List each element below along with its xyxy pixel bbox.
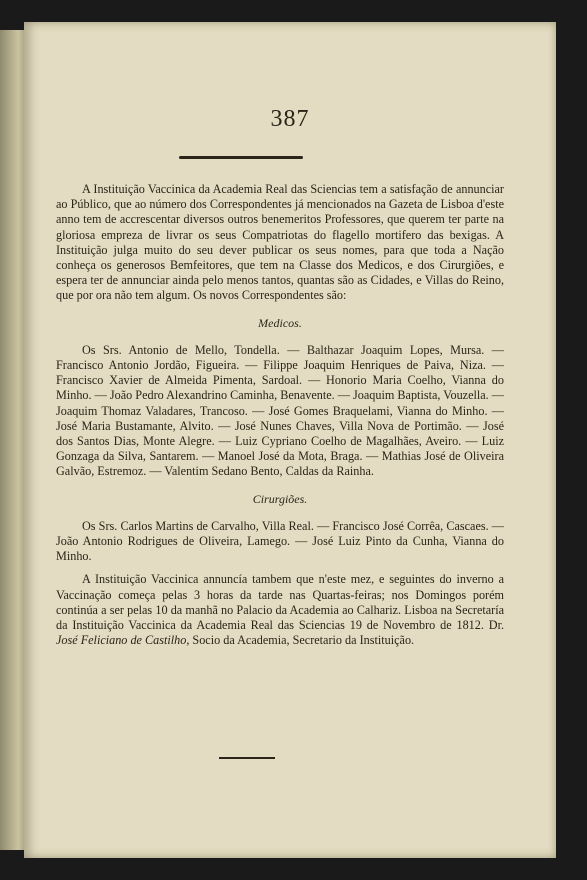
page-number: 387 <box>270 106 310 132</box>
closing-text: A Instituição Vaccinica annuncía tambem que n'este mez, e seguintes do inverno a Vaccinação começa pelas 3 horas da tarde nas Quartas-feiras; nos Domingos porém continúa a ser pelas 10 da manhã no Palacio da Academia ao Calhariz. Lisboa na Secretaría da Instituição Vaccinica da Academia Real das Sciencias 19 de Novembro de 1812. <box>56 572 504 633</box>
header-rule <box>179 156 303 159</box>
cirurgioes-heading: Cirurgiões. <box>252 491 308 506</box>
footer-rule <box>219 757 275 759</box>
body-text <box>56 182 504 648</box>
closing-paragraph <box>56 572 504 648</box>
document-page <box>24 22 556 858</box>
closing-dr: Dr. <box>488 618 504 633</box>
facing-page-edge <box>0 30 26 850</box>
medicos-paragraph: Os Srs. Antonio de Mello, Tondella. — Balthazar Joaquim Lopes, Mursa. — Francisco Antonio Jordão, Figueira. — Filippe Joaquim Henriques de Paiva, Niza. — Francisco Xavier de Almeida Pimenta, Sardoal. — Honorio Maria Coelho, Vianna do Minho. — João Pedro Alexandrino Caminha, Benavente. — Joaquim Baptista, Vouzella. — Joaquim Thomaz Valadares, Trancoso. — José Gomes Braquelami, Vianna do Minho. — José Maria Bustamante, Alvito. — José Nunes Chaves, Villa Nova de Portimão. — José dos Santos Dias, Monte Alegre. — Luiz Cypriano Coelho de Magalhães, Aveiro. — Luiz Gonzaga da Silva, Santarem. — Manoel José da Mota, Braga. — Mathias José de Oliveira Galvão, Estremoz. — Valentim Sedano Bento, Caldas da Rainha. <box>56 342 504 479</box>
closing-tail: , Socio da Academia, Secretario da Instituição. <box>186 633 415 648</box>
signatory-name: José Feliciano de Castilho <box>56 633 187 648</box>
intro-paragraph: A Instituição Vaccinica da Academia Real das Sciencias tem a satisfação de annunciar ao Público, que ao número dos Correspondentes já mencionados na Gazeta de Lisboa d'este anno tem de accrescentar diversos outros benemeritos Professores, que querem ter parte na gloriosa empreza de livrar os seus Compatriotas do flagello mortifero das bexigas. A Instituição julga muito do seu dever publicar os seus nomes, para que toda a Nação conheça os generosos Bemfeitores, que tem na Classe dos Medicos, e dos Cirurgiões, e espera ter de annunciar ainda pelo menos tantos, quantas são as Cidades, e Villas do Reino, que por ora não tem algum. Os novos Correspondentes são: <box>56 182 504 303</box>
cirurgioes-paragraph: Os Srs. Carlos Martins de Carvalho, Villa Real. — Francisco José Corrêa, Cascaes. — João Antonio Rodrigues de Oliveira, Lamego. — José Luiz Pinto da Cunha, Vianna do Minho. <box>56 518 504 564</box>
paragraph-gap <box>56 564 504 572</box>
medicos-heading: Medicos. <box>258 315 302 330</box>
